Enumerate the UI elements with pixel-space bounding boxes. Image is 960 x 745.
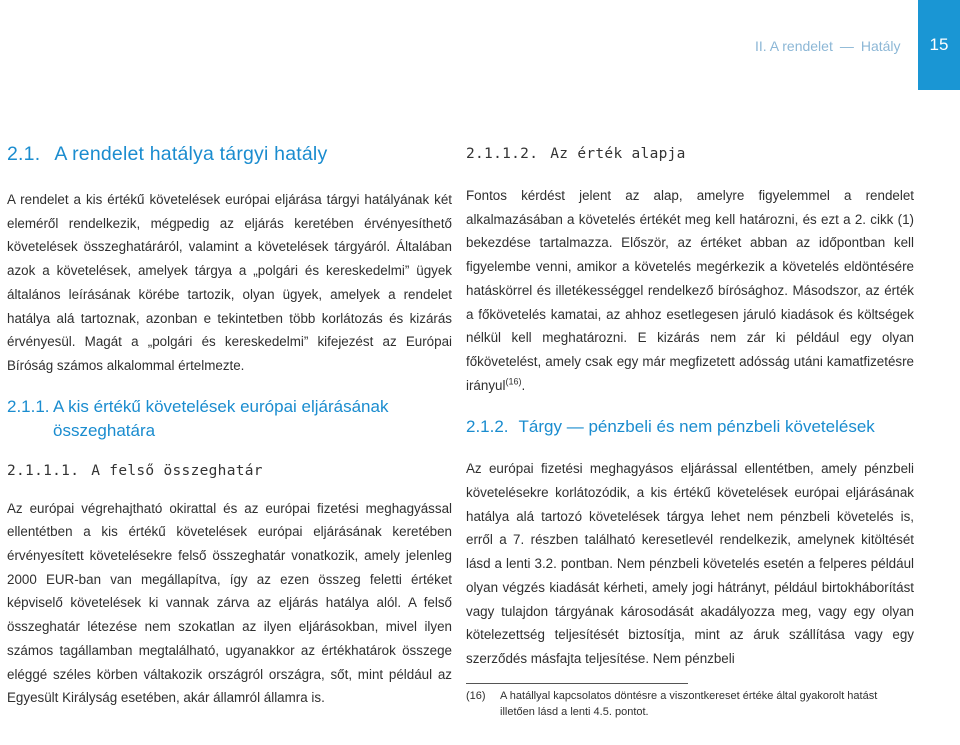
subsection-number: 2.1.1. (7, 396, 50, 416)
subject-number: 2.1.2. (466, 417, 509, 437)
footnote (466, 688, 914, 720)
value-basis-paragraph (466, 184, 914, 397)
subsubsection-title: A felső összeghatár (91, 462, 263, 479)
intro-paragraph: A rendelet a kis értékű követelések európai eljárása tárgyi hatályának két eleméről rendelkezik, mégpedig az eljárás keretében érvényesíthető követelések összeghatáráról, valamint a követelések tárgyáról. Általában azok a követelések, amelyek tárgya a „polgári és kereskedelmi” ügyek általános leírásának körébe tartozik, olyan ügyek, amelyek a rendelet hatálya alá tartoznak, azonban e tekintetben több korlátozás és kizárás érvényesül. Magát a „polgári és kereskedelmi” kifejezést az Európai Bíróság számos alkalommal értelmezte. (7, 192, 452, 373)
subsubsection-heading (7, 463, 452, 479)
subject-title: Tárgy — pénzbeli és nem pénzbeli követelések (518, 417, 875, 437)
subsection-heading (7, 395, 452, 443)
value-basis-heading (466, 146, 914, 162)
right-column (466, 143, 914, 720)
section-title: A rendelet hatálya tárgyi hatály (54, 143, 328, 165)
section-number: 2.1. (7, 143, 41, 165)
footnote-divider (466, 683, 688, 684)
subject-paragraph: Az európai fizetési meghagyásos eljárással ellentétben, amely pénzbeli követelésekre korlátozódik, a kis értékű követelések európai eljárásának hatálya alá tartozó követelések tárgya lehet nem pénzbeli követelés is, erről a 7. részben található keresetlevél rendelkezik, amelynek kitöltését lásd a lenti 3.2. pontban. Nem pénzbeli követelés esetén a felperes például olyan végzés kiadását kérheti, amely jogi hátrányt, például birtokháborítást vagy tulajdon tárgyának károsodását akadályozza meg, vagy egy olyan kötelezettség teljesítését biztosítja, mint az áruk szállítása vagy egy szerződés másfajta teljesítése. Nem pénzbeli (466, 461, 914, 666)
subsubsection-number: 2.1.1.1. (7, 462, 80, 479)
value-basis-title: Az érték alapja (550, 146, 686, 162)
header-subsection: Hatály (860, 38, 901, 54)
value-basis-text: Fontos kérdést jelent az alap, amelyre figyelemmel a rendelet alkalmazásában a követelés értékét meg kell határozni, és ezt a 2. cikk (1) bekezdése tartalmazza. Először, az értéket abban az időpontban kell figyelembe venni, amikor a követelés megérkezik a követelés eldöntésére hatáskörrel és illetékességgel rendelkező bírósághoz. Másodszor, az érték a főkövetelés kamatai, az ahhoz esetlegesen járuló kiadások és költségek nélkül kell meghatározni. E kizárás nem zár ki például egy olyan főkövetelést, amely csak egy már megfizetett adósság utáni kamatfizetésre irányul (466, 188, 914, 393)
limit-paragraph: Az európai végrehajtható okirattal és az európai fizetési meghagyással ellentétben a kis értékű követelések európai eljárásának keretében érvényesített követelésekre felső összeghatár vonatkozik, amely jelenleg 2000 EUR-ban van megállapítva, így az ezen összeg feletti értéket képviselő követelések ki vannak zárva az eljárás hatálya alól. A felső összeghatár létezése nem szokatlan az ilyen eljárásokban, mivel ilyen számos tagállamban megtalálható, ugyanakkor az értékhatárok összege eléggé széles körben váltakozik országról országra, sőt, mint például az Egyesült Királyság esetében, akár államról államra is. (7, 500, 452, 706)
section-heading (7, 143, 452, 166)
left-column (7, 143, 452, 710)
subject-heading (466, 415, 914, 439)
header-separator: — (839, 38, 854, 54)
header-section: II. A rendelet (755, 38, 833, 54)
footnote-text: A hatállyal kapcsolatos döntésre a viszontkereset értéke által gyakorolt hatást illetően lásd a lenti 4.5. pontot. (500, 689, 878, 718)
value-basis-end: . (521, 377, 526, 393)
footnote-mark: (16) (466, 689, 486, 702)
page-number: 15 (918, 0, 960, 90)
footnote-reference[interactable]: (16) (505, 376, 522, 387)
value-basis-number: 2.1.1.2. (466, 146, 539, 162)
subsection-title: A kis értékű követelések európai eljárásának összeghatára (53, 396, 389, 440)
